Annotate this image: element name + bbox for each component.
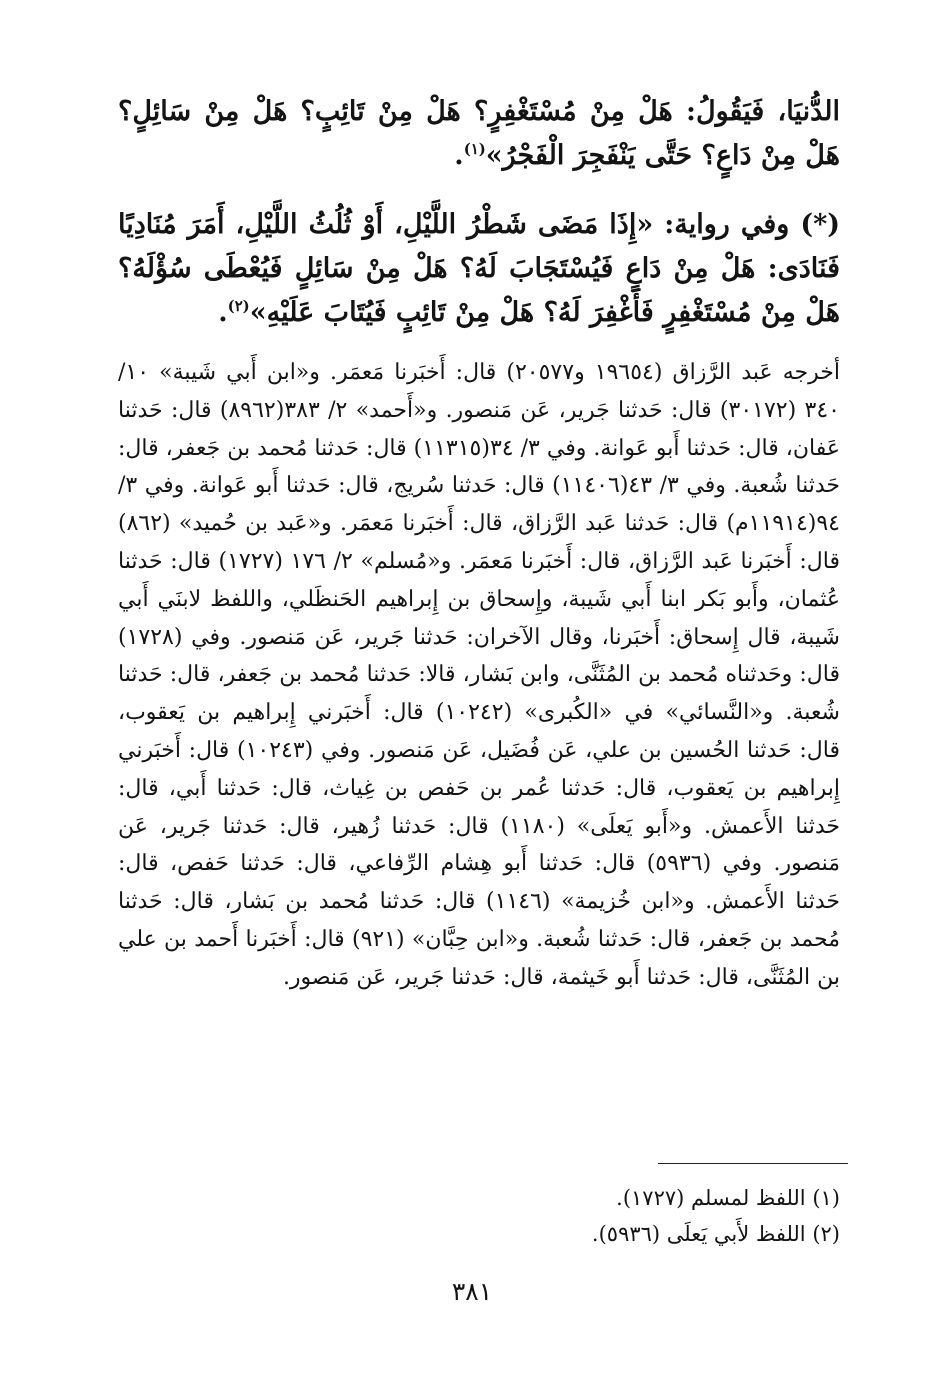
riwaya-paragraph	[118, 203, 840, 335]
hadith-end-mark: .	[454, 140, 464, 171]
takhrij-section	[118, 354, 840, 997]
footnote-separator	[658, 1163, 848, 1164]
alternate-narration	[118, 203, 840, 335]
hadith-paragraph	[118, 90, 840, 178]
riwaya-end-mark: .	[218, 297, 228, 328]
footnote-ref-1: (١)	[463, 140, 486, 158]
footnote-1: (١) اللفظ لمسلم (١٧٢٧).	[616, 1186, 840, 1210]
takhrij-paragraph: أخرجه عَبد الرَّزاق (١٩٦٥٤ و٢٠٥٧٧) قال: أَخبَرنا مَعمَر. و«ابن أَبي شَيبة» ١٠/ ٣٤٠ (٣٠١٧٢) قال: حَدثنا جَرير، عَن مَنصور. و«أَحمد» ٢/ ٣٨٣(٨٩٦٢) قال: حَدثنا عَفان، قال: حَدثنا أَبو عَوانة. وفي ٣/ ٣٤(١١٣١٥) قال: حَدثنا مُحمد بن جَعفر، قال: حَدثنا شُعبة. وفي ٣/ ٤٣(١١٤٠٦) قال: حَدثنا سُريج، قال: حَدثنا أَبو عَوانة. وفي ٣/ ٩٤(١١٩١٤م) قال: حَدثنا عَبد الرَّزاق، قال: أَخبَرنا مَعمَر. و«عَبد بن حُميد» (٨٦٢) قال: أَخبَرنا عَبد الرَّزاق، قال: أَخبَرنا مَعمَر. و«مُسلم» ٢/ ١٧٦ (١٧٢٧) قال: حَدثنا عُثمان، وأَبو بَكر ابنا أَبي شَيبة، وإِسحاق بن إِبراهيم الحَنظَلي، واللفظ لابنَي أَبي شَيبة، قال إِسحاق: أَخبَرنا، وقال الآخران: حَدثنا جَرير، عَن مَنصور. وفي (١٧٢٨) قال: وحَدثناه مُحمد بن المُثَنَّى، وابن بَشار، قالا: حَدثنا مُحمد بن جَعفر، قال: حَدثنا شُعبة. و«النَّسائي» في «الكُبرى» (١٠٢٤٢) قال: أَخبَرني إِبراهيم بن يَعقوب، قال: حَدثنا الحُسين بن علي، عَن فُضَيل، عَن مَنصور. وفي (١٠٢٤٣) قال: أَخبَرني إِبراهيم بن يَعقوب، قال: حَدثنا عُمر بن حَفص بن غِياث، قال: حَدثنا أَبي، قال: حَدثنا الأَعمش. و«أَبو يَعلَى» (١١٨٠) قال: حَدثنا زُهير، قال: حَدثنا جَرير، عَن مَنصور. وفي (٥٩٣٦) قال: حَدثنا أَبو هِشام الرِّفاعي، قال: حَدثنا حَفص، قال: حَدثنا الأَعمش. و«ابن خُزيمة» (١١٤٦) قال: حَدثنا مُحمد بن بَشار، قال: حَدثنا مُحمد بن جَعفر، قال: حَدثنا شُعبة. و«ابن حِبَّان» (٩٢١) قال: أَخبَرنا أَحمد بن علي بن المُثَنَّى، قال: حَدثنا أَبو خَيثمة، قال: حَدثنا جَرير، عَن مَنصور.	[118, 360, 841, 990]
riwaya-body: (*) وفي رواية: «إِذَا مَضَى شَطْرُ اللَّيْلِ، أَوْ ثُلُثُ اللَّيْلِ، أَمَرَ مُنَادِيًا فَنَادَى: هَلْ مِنْ دَاعٍ فَيُسْتَجَابَ لَهُ؟ هَلْ مِنْ سَائِلٍ فَيُعْطَى سُؤْلَهُ؟ هَلْ مِنْ مُسْتَغْفِرٍ فَأَغْفِرَ لَهُ؟ هَلْ مِنْ تَائِبٍ فَيُتَابَ عَلَيْهِ»	[118, 209, 841, 328]
footnote-ref-2: (٢)	[227, 297, 250, 315]
footnote-2: (٢) اللفظ لأَبي يَعلَى (٥٩٣٦).	[591, 1222, 840, 1246]
footnotes	[118, 1180, 840, 1252]
page-number: ٣٨١	[451, 1277, 493, 1306]
hadith-body: الدُّنيَا، فَيَقُولُ: هَلْ مِنْ مُسْتَغْفِرٍ؟ هَلْ مِنْ تَائِبٍ؟ هَلْ مِنْ سَائِلٍ؟ هَلْ مِنْ دَاعٍ؟ حَتَّى يَنْفَجِرَ الْفَجْرُ»	[118, 96, 840, 171]
hadith-text-continued	[118, 90, 840, 178]
